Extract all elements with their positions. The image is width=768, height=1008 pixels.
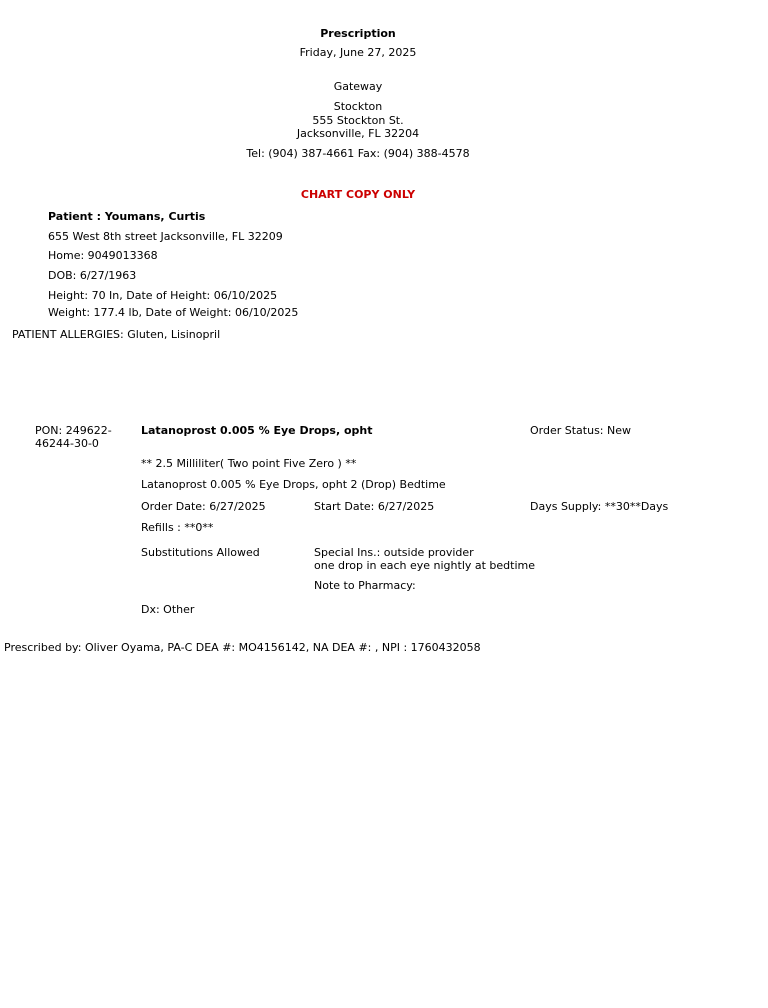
- order-diagnosis: Dx: Other: [141, 603, 195, 616]
- order-substitutions: Substitutions Allowed: [141, 546, 260, 559]
- location-street: 555 Stockton St.: [312, 114, 404, 127]
- order-pon-line2: 46244-30-0: [35, 437, 99, 450]
- chart-copy-banner: CHART COPY ONLY: [300, 188, 416, 201]
- patient-height: Height: 70 In, Date of Height: 06/10/2025: [48, 289, 278, 302]
- order-start-date: Start Date: 6/27/2025: [314, 500, 435, 513]
- order-special-instructions-line1: Special Ins.: outside provider: [314, 546, 474, 559]
- order-refills: Refills : **0**: [141, 521, 214, 534]
- order-special-instructions-line2: one drop in each eye nightly at bedtime: [314, 559, 536, 572]
- order-pon-line1: PON: 249622-: [35, 424, 112, 437]
- patient-dob: DOB: 6/27/1963: [48, 269, 137, 282]
- patient-weight: Weight: 177.4 lb, Date of Weight: 06/10/2025: [48, 306, 299, 319]
- patient-name: Patient : Youmans, Curtis: [48, 210, 206, 223]
- patient-home-phone: Home: 9049013368: [48, 249, 158, 262]
- practice-name: Gateway: [333, 80, 383, 93]
- location-name: Stockton: [333, 100, 383, 113]
- patient-address: 655 West 8th street Jacksonville, FL 32209: [48, 230, 283, 243]
- order-quantity: ** 2.5 Milliliter( Two point Five Zero ) **: [141, 457, 357, 470]
- order-days-supply: Days Supply: **30**Days: [530, 500, 669, 513]
- order-drug-name: Latanoprost 0.005 % Eye Drops, opht: [141, 424, 373, 437]
- patient-allergies: PATIENT ALLERGIES: Gluten, Lisinopril: [12, 328, 221, 341]
- location-phone-fax: Tel: (904) 387-4661 Fax: (904) 388-4578: [246, 147, 470, 160]
- order-note-to-pharmacy: Note to Pharmacy:: [314, 579, 416, 592]
- location-city-state-zip: Jacksonville, FL 32204: [296, 127, 420, 140]
- document-title: Prescription: [320, 27, 396, 40]
- order-sig: Latanoprost 0.005 % Eye Drops, opht 2 (Drop) Bedtime: [141, 478, 446, 491]
- order-status: Order Status: New: [530, 424, 632, 437]
- prescriber-line: Prescribed by: Oliver Oyama, PA-C DEA #: MO4156142, NA DEA #: , NPI : 1760432058: [4, 641, 481, 654]
- order-date: Order Date: 6/27/2025: [141, 500, 266, 513]
- document-date: Friday, June 27, 2025: [299, 46, 417, 59]
